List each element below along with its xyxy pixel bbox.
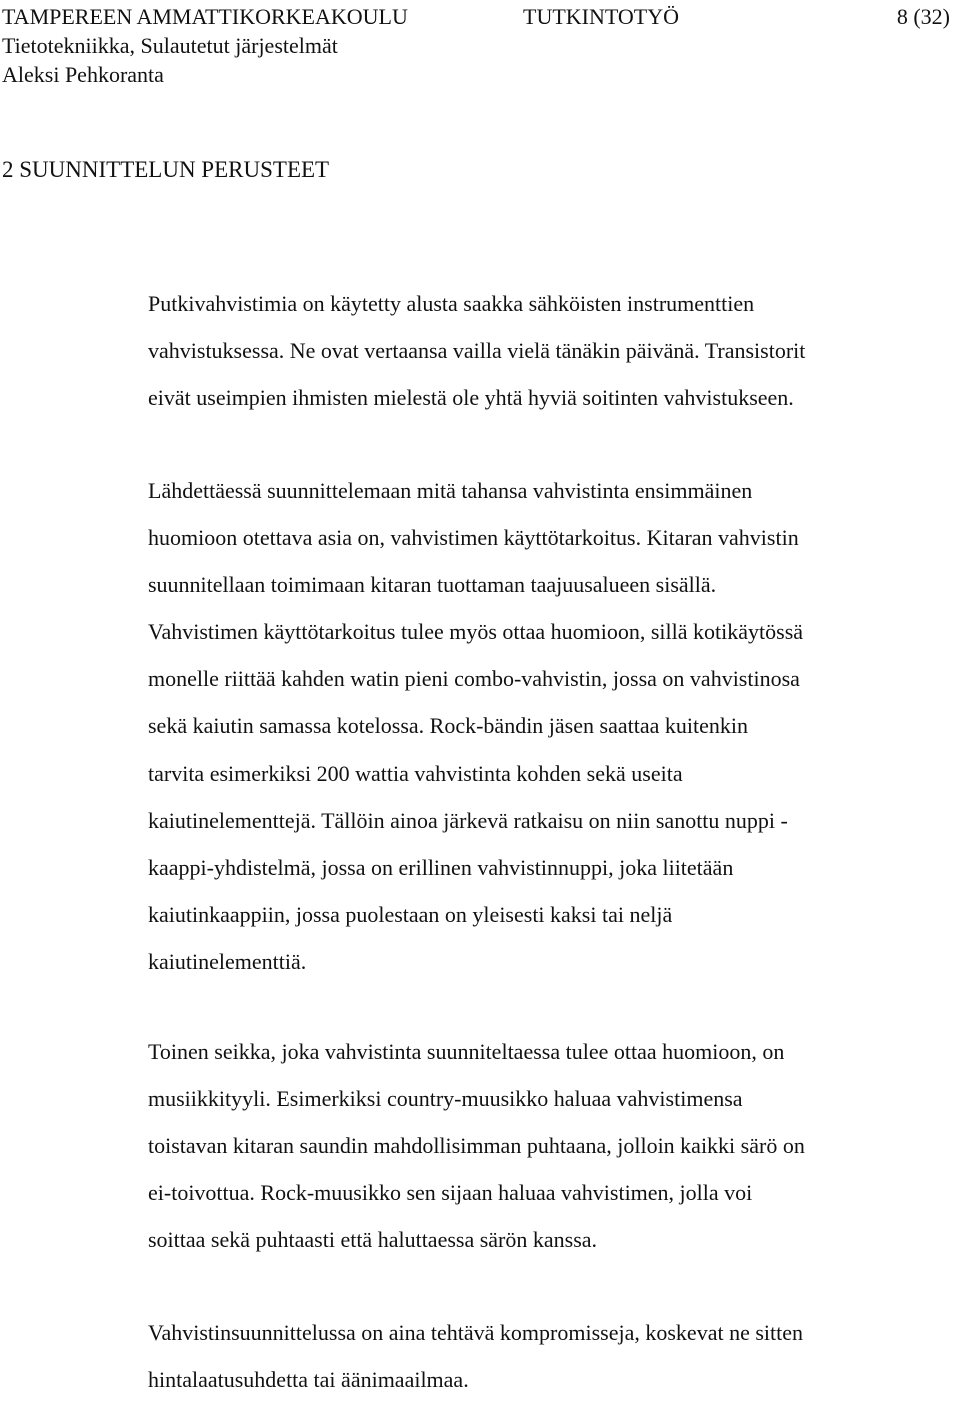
paragraph-line: Putkivahvistimia on käytetty alusta saakka sähköisten instrumenttien: [148, 291, 755, 316]
paragraph-2: [148, 467, 960, 985]
paragraph-line: vahvistuksessa. Ne ovat vertaansa vailla vielä tänäkin päivänä. Transistorit: [148, 338, 806, 364]
paragraph-line: huomioon otettava asia on, vahvistimen käyttötarkoitus. Kitaran vahvistin: [148, 525, 799, 551]
header-row-1: [0, 0, 960, 29]
paragraph-line: sekä kaiutin samassa kotelossa. Rock-bändin jäsen saattaa kuitenkin: [148, 713, 748, 739]
paragraph-line: tarvita esimerkiksi 200 wattia vahvistinta kohden sekä useita: [148, 760, 683, 786]
page-header: [0, 0, 960, 87]
document-type: TUTKINTOTYÖ: [523, 4, 680, 29]
header-row-2: [0, 29, 960, 58]
paragraph-line: soittaa sekä puhtaasti että haluttaessa särön kanssa.: [148, 1227, 598, 1253]
paragraph-line: toistavan kitaran saundin mahdollisimman puhtaana, jolloin kaikki särö on: [148, 1133, 805, 1159]
paragraph-line: kaiutinelementtejä. Tällöin ainoa järkevä ratkaisu on niin sanottu nuppi -: [148, 807, 788, 833]
paragraph-line: Toinen seikka, joka vahvistinta suunniteltaessa tulee ottaa huomioon, on: [148, 1039, 785, 1064]
paragraph-4: [148, 1309, 960, 1403]
paragraph-line: Lähdettäessä suunnittelemaan mitä tahansa vahvistinta ensimmäinen: [148, 478, 753, 503]
department-name: Tietotekniikka, Sulautetut järjestelmät: [2, 33, 338, 58]
paragraph-line: musiikkityyli. Esimerkiksi country-muusikko haluaa vahvistimensa: [148, 1086, 743, 1112]
paragraph-line: monelle riittää kahden watin pieni combo-vahvistin, jossa on vahvistinosa: [148, 666, 800, 692]
paragraph-line: kaiutinkaappiin, jossa puolestaan on yleisesti kaksi tai neljä: [148, 901, 673, 927]
section-heading: 2 SUUNNITTELUN PERUSTEET: [2, 157, 330, 182]
paragraph-line: ei-toivottua. Rock-muusikko sen sijaan haluaa vahvistimen, jolla voi: [148, 1180, 753, 1206]
paragraph-line: kaiutinelementtiä.: [148, 948, 307, 974]
paragraph-line: hintalaatusuhdetta tai äänimaailmaa.: [148, 1367, 469, 1393]
page-number: 8 (32): [896, 4, 950, 29]
paragraph-line: suunnitellaan toimimaan kitaran tuottaman taajuusalueen sisällä.: [148, 572, 717, 598]
header-row-3: [0, 58, 960, 87]
paragraph-3: [148, 1028, 960, 1263]
paragraph-1: [148, 280, 960, 421]
paragraph-line: Vahvistinsuunnittelussa on aina tehtävä kompromisseja, koskevat ne sitten: [148, 1320, 803, 1345]
paragraph-line: eivät useimpien ihmisten mielestä ole yhtä hyviä soitinten vahvistukseen.: [148, 385, 794, 411]
paragraph-line: Vahvistimen käyttötarkoitus tulee myös ottaa huomioon, sillä kotikäytössä: [148, 619, 804, 645]
institution-name: TAMPEREEN AMMATTIKORKEAKOULU: [2, 4, 408, 29]
paragraph-line: kaappi-yhdistelmä, jossa on erillinen vahvistinnuppi, joka liitetään: [148, 854, 734, 880]
author-name: Aleksi Pehkoranta: [2, 62, 164, 87]
